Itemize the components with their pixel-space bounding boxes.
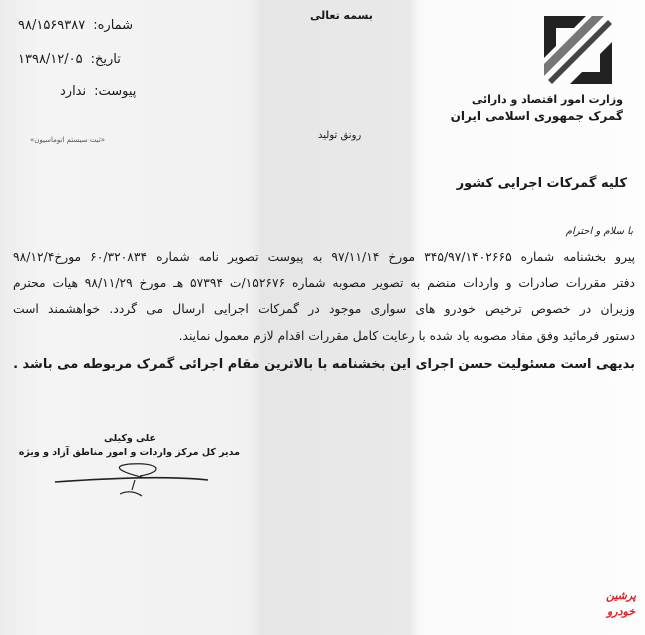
signatory-name: علی وکیلی bbox=[103, 433, 157, 444]
date-label: تاریخ: bbox=[90, 52, 121, 67]
watermark-line2: خودرو bbox=[606, 605, 635, 618]
attachment-value: ندارد bbox=[60, 84, 87, 99]
attachment-label: پیوست: bbox=[94, 84, 137, 99]
letter-attachment bbox=[60, 84, 136, 99]
slogan: رونق تولید bbox=[318, 130, 362, 141]
signature-block bbox=[20, 432, 240, 460]
persian-khodro-watermark bbox=[600, 588, 642, 628]
watermark-line1: پرشین bbox=[605, 589, 637, 602]
ministry-name: وزارت امور اقتصاد و دارائی bbox=[471, 93, 623, 106]
handwritten-signature-icon bbox=[50, 460, 210, 510]
greeting: با سلام و احترام bbox=[565, 226, 633, 237]
number-label: شماره: bbox=[93, 18, 134, 33]
body-line: پیرو بخشنامه شماره ۳۴۵/۹۷/۱۴۰۲۶۶۵ مورخ ۹۷/۱۱/۱۴ به پیوست تصویر نامه شماره ۶۰/۳۲۰۸۳۴ مورخ۹۸/۱۲/۴ bbox=[13, 250, 636, 264]
body-line: وزیران در خصوص ترخیص خودرو های سواری موجود در گمرکات اجرایی ارسال می گردد. خواهشمند است bbox=[13, 302, 635, 316]
number-value: ۹۸/۱۵۶۹۳۸۷ bbox=[18, 18, 86, 33]
body-line: دفتر مقررات صادرات و واردات منضم به تصویر مصوبه شماره ۱۵۲۶۷۶/ت ۵۷۳۹۴ هـ مورخ ۹۸/۱۱/۲۹ هیات محترم bbox=[13, 276, 635, 290]
system-note: «ثبت سیستم اتوماسیون» bbox=[30, 136, 106, 144]
customs-logo-icon bbox=[540, 12, 616, 88]
body-line: دستور فرمائید وفق مفاد مصوبه یاد شده با رعایت کامل مقررات اقدام لازم معمول نمایند. bbox=[178, 329, 635, 343]
basmala: بسمه تعالی bbox=[310, 9, 373, 22]
signatory-title: مدیر کل مرکز واردات و امور مناطق آزاد و ویژه bbox=[18, 447, 240, 458]
organization-name: گمرک جمهوری اسلامی ایران bbox=[450, 109, 623, 123]
responsibility-note: بدیهی است مسئولیت حسن اجرای این بخشنامه با بالاترین مقام اجرائی گمرک مربوطه می باشد . bbox=[13, 357, 635, 372]
letter-number bbox=[18, 18, 133, 33]
date-value: ۱۳۹۸/۱۲/۰۵ bbox=[18, 52, 83, 67]
letterhead-text bbox=[451, 92, 623, 124]
letter-date bbox=[18, 52, 121, 67]
addressee: کلیه گمرکات اجرایی کشور bbox=[456, 176, 627, 191]
